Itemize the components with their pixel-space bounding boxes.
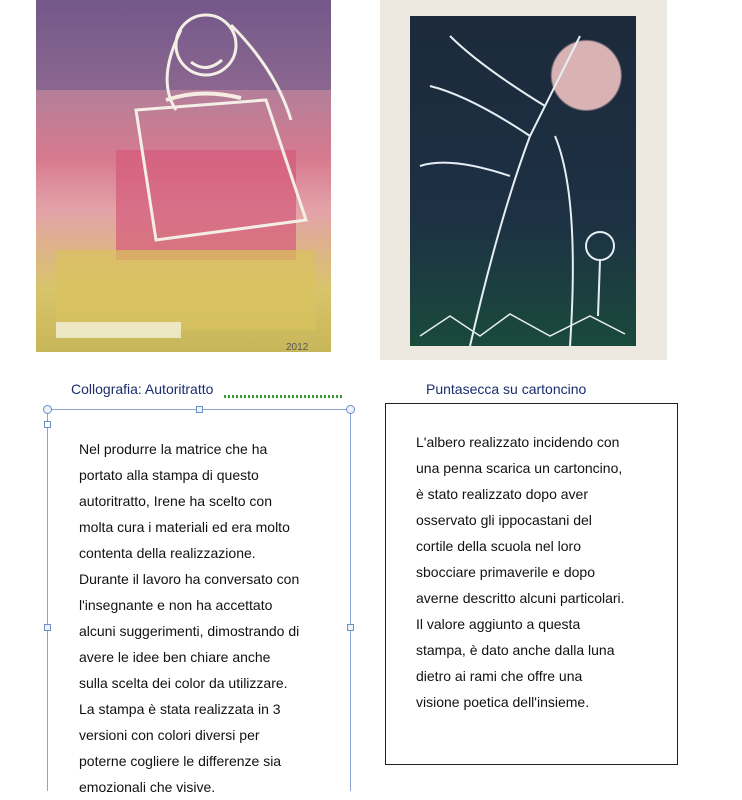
text-line: poterne cogliere le differenze sia bbox=[79, 753, 282, 769]
resize-handle-top-right[interactable] bbox=[346, 405, 355, 414]
print-signature: 2012 bbox=[286, 342, 309, 352]
text-line: sbocciare primaverile e dopo bbox=[416, 564, 595, 580]
text-line: stampa, è dato anche dalla luna bbox=[416, 642, 615, 658]
text-line: Durante il lavoro ha conversato con bbox=[79, 571, 300, 587]
resize-handle-mid-right[interactable] bbox=[347, 624, 354, 631]
text-line: portato alla stampa di questo bbox=[79, 467, 259, 483]
self-portrait-figure-drawing bbox=[36, 0, 331, 352]
text-line: visione poetica dell'insieme. bbox=[416, 694, 590, 710]
spellcheck-underline bbox=[224, 395, 342, 398]
text-line: sulla scelta dei color da utilizzare. bbox=[79, 675, 288, 691]
text-line: avere le idee ben chiare anche bbox=[79, 649, 271, 665]
text-line: l'insegnante e non ha accettato bbox=[79, 597, 273, 613]
text-line: L'albero realizzato incidendo con bbox=[416, 434, 620, 450]
text-line: una penna scarica un cartoncino, bbox=[416, 460, 623, 476]
print-plate bbox=[410, 16, 636, 346]
text-line: contenta della realizzazione. bbox=[79, 545, 256, 561]
text-line: autoritratto, Irene ha scelto con bbox=[79, 493, 272, 509]
text-box-anchor-marker bbox=[44, 421, 51, 428]
self-portrait-print-image bbox=[36, 0, 331, 352]
text-line: Nel produrre la matrice che ha bbox=[79, 441, 268, 457]
tree-drypoint-print-image bbox=[380, 0, 667, 360]
text-line: averne descritto alcuni particolari. bbox=[416, 590, 625, 606]
text-line: alcuni suggerimenti, dimostrando di bbox=[79, 623, 300, 639]
caption-puntasecca: Puntasecca su cartoncino bbox=[426, 381, 587, 397]
text-line: Il valore aggiunto a questa bbox=[416, 616, 581, 632]
left-text-paragraph bbox=[79, 436, 316, 800]
caption-collografia: Collografia: Autoritratto bbox=[71, 381, 214, 397]
text-line: La stampa è stata realizzata in 3 bbox=[79, 701, 281, 717]
text-line: molta cura i materiali ed era molto bbox=[79, 519, 290, 535]
resize-handle-top-left[interactable] bbox=[43, 405, 52, 414]
tree-drawing bbox=[410, 16, 636, 346]
text-line: dietro ai rami che offre una bbox=[416, 668, 583, 684]
text-line: è stato realizzato dopo aver bbox=[416, 486, 588, 502]
resize-handle-mid-left[interactable] bbox=[44, 624, 51, 631]
text-line: osservato gli ippocastani del bbox=[416, 512, 592, 528]
text-line: cortile della scuola nel loro bbox=[416, 538, 581, 554]
right-text-paragraph bbox=[416, 429, 644, 715]
text-line: versioni con colori diversi per bbox=[79, 727, 260, 743]
text-line: emozionali che visive. bbox=[79, 779, 216, 795]
resize-handle-top-center[interactable] bbox=[196, 406, 203, 413]
